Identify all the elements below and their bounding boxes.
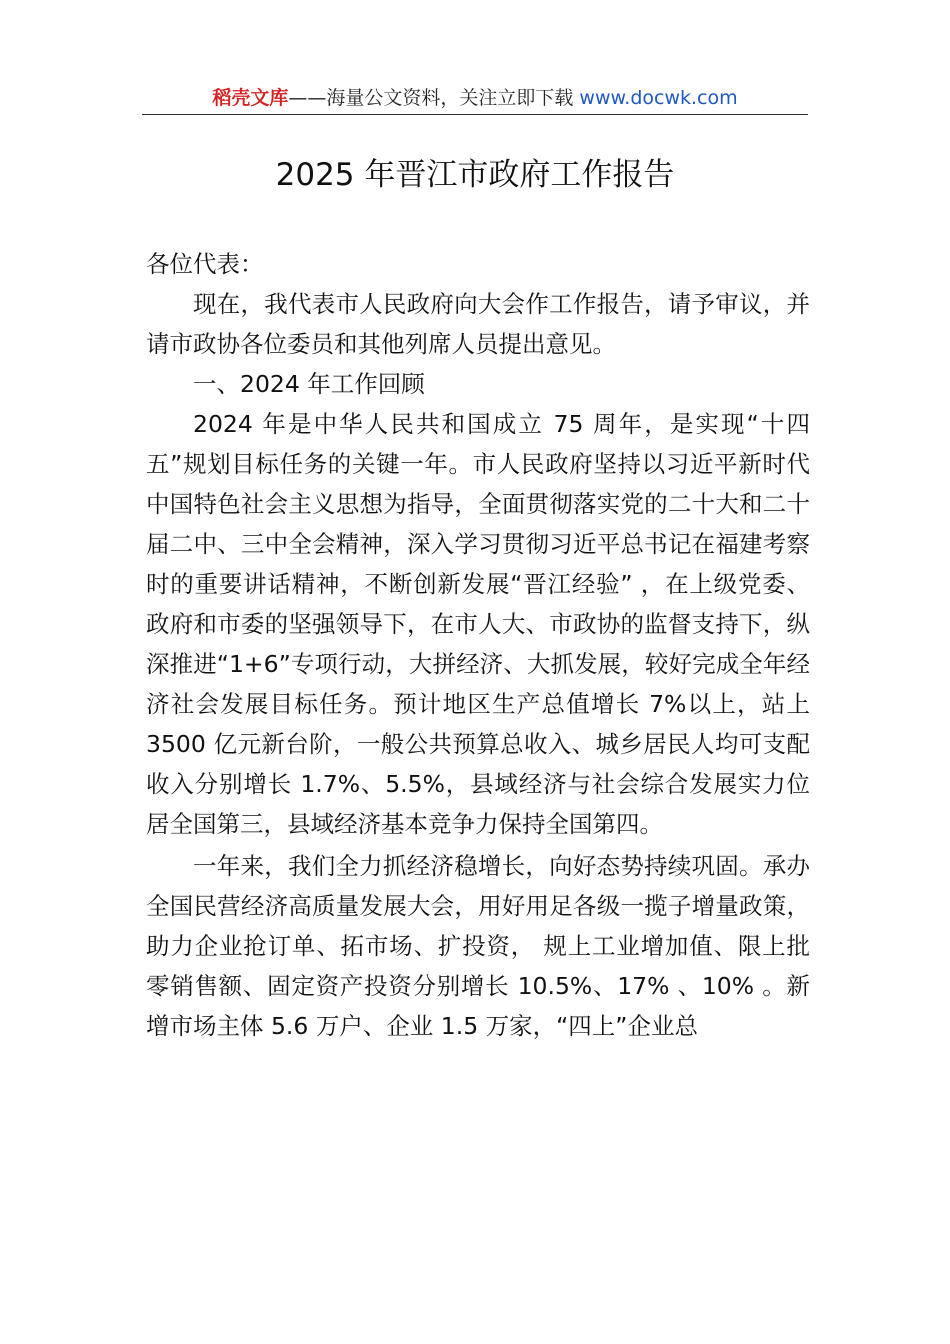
document-body — [146, 244, 810, 1046]
document-header — [142, 84, 808, 114]
paragraph-economy: 一年来，我们全力抓经济稳增长，向好态势持续巩固。承办全国民营经济高质量发展大会，用好用足各级一揽子增量政策，助力企业抢订单、拓市场、扩投资， 规上工业增加值、限上批零销售额、固定资产投资分别增长 10.5%、17% 、10% 。新增市场主体 5.6 万户、企业 1.5 万家，“四上”企业总 — [146, 852, 810, 1040]
paragraph-review: 2024 年是中华人民共和国成立 75 周年，是实现“十四五”规划目标任务的关键一年。市人民政府坚持以习近平新时代中国特色社会主义思想为指导，全面贯彻落实党的二十大和二十届二中、三中全会精神，深入学习贯彻习近平总书记在福建考察时的重要讲话精神，不断创新发展“晋江经验” ，在上级党委、政府和市委的坚强领导下，在市人大、市政协的监督支持下，纵深推进“1+6”专项行动，大拼经济、大抓发展，较好完成全年经济社会发展目标任务。预计地区生产总值增长 7%以上，站上 3500 亿元新台阶，一般公共预算总收入、城乡居民人均可支配收入分别增长 1.7%、5.5%，县域经济与社会综合发展实力位居全国第三，县域经济基本竞争力保持全国第四。 — [146, 410, 810, 838]
website-link[interactable]: www.docwk.com — [579, 87, 738, 109]
header-divider — [142, 114, 808, 115]
brand-name: 稻壳文库 — [212, 87, 289, 109]
document-title: 2025 年晋江市政府工作报告 — [275, 157, 675, 193]
section-heading: 一、2024 年工作回顾 — [193, 370, 425, 398]
paragraph-intro: 现在，我代表市人民政府向大会作工作报告，请予审议，并请市政协各位委员和其他列席人员提出意见。 — [146, 290, 810, 358]
header-slogan: ——海量公文资料，关注立即下载 — [288, 87, 580, 109]
salutation: 各位代表： — [146, 250, 264, 278]
